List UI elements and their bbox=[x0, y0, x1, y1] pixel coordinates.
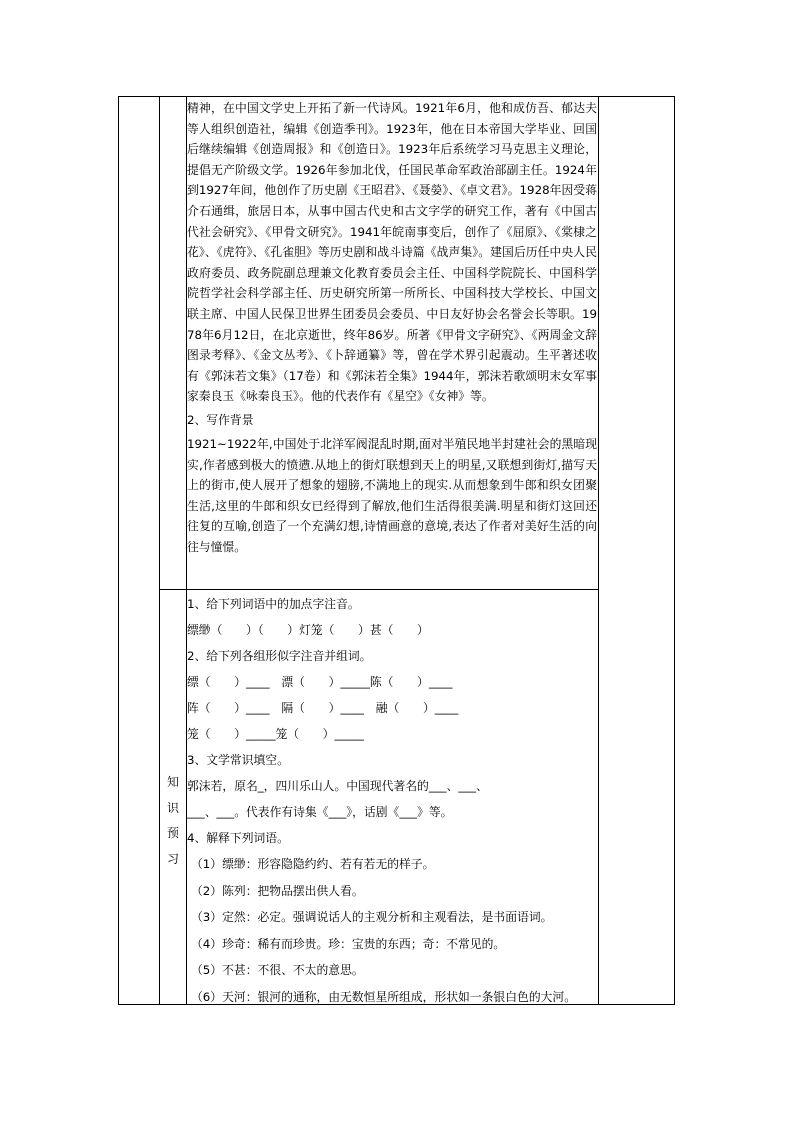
label-char: 识 bbox=[167, 800, 179, 815]
exercise-line: 缥（ ）____ 漂（ ）_____陈（ ）____ bbox=[187, 675, 453, 689]
label-char: 习 bbox=[167, 851, 179, 866]
column-divider-3 bbox=[598, 96, 599, 1005]
preview-exercises-cell bbox=[187, 591, 597, 1010]
label-char: 预 bbox=[167, 826, 179, 840]
writing-background-heading: 2、写作背景 bbox=[187, 412, 254, 427]
knowledge-preview-label bbox=[160, 770, 186, 872]
definition-line: （3）定然：必定。强调说话人的主观分析和主观看法，是书面语词。 bbox=[191, 910, 553, 924]
definition-line: （5）不甚：不很、不太的意思。 bbox=[191, 963, 364, 977]
exercise-line: 郭沫若，原名_，四川乐山人。中国现代著名的___、___、 bbox=[187, 779, 488, 793]
exercise-line: 阵（ ）____ 隔（ ）____ 融（ ）____ bbox=[187, 701, 459, 715]
exercise-line: 缥缈（ ）（ ）灯笼（ ）甚（ ） bbox=[187, 623, 429, 637]
definition-line: （6）天河：银河的通称，由无数恒星所组成，形状如一条银白色的大河。 bbox=[191, 989, 577, 1004]
exercise-line: 笼（ ）_____笼（ ）_____ bbox=[187, 727, 364, 741]
definition-line: （4）珍奇：稀有而珍贵。珍：宝贵的东西；奇：不常见的。 bbox=[191, 936, 506, 951]
exercise-line: 4、解释下列词语。 bbox=[187, 831, 289, 845]
exercise-line: 3、文学常识填空。 bbox=[187, 753, 289, 767]
exercise-line: 2、给下列各组形似字注音并组词。 bbox=[187, 649, 372, 663]
exercise-line: ___、___。代表作有诗集《___》，话剧《___》等。 bbox=[187, 805, 453, 819]
definition-line: （2）陈列：把物品摆出供人看。 bbox=[191, 883, 364, 898]
definition-line: （1）缥缈：形容隐隐约约、若有若无的样子。 bbox=[191, 857, 435, 871]
author-background-cell bbox=[187, 98, 597, 557]
author-biography: 精神，在中国文学史上开拓了新一代诗风。1921年6月，他和成仿吾、郁达夫等人组织创造社，编辑《创造季刊》。1923年，他在日本帝国大学毕业、回国后继续编辑《创造周报》和《创造日》。1923年后系统学习马克思主义理论，提倡无产阶级文学。1926年参加北伐，任国民革命军政治部副主任。1924年到1927年间，他创作了历史剧《王昭君》、《聂嫈》、《卓文君》。1928年因受蒋介石通缉，旅居日本，从事中国古代史和古文字学的研究工作，著有《中国古代社会研究》、《甲骨文研究》。1941年皖南事变后，创作了《屈原》、《棠棣之花》、《虎符》、《孔雀胆》等历史剧和战斗诗篇《战声集》。建国后历任中央人民政府委员、政务院副总理兼文化教育委员会主任、中国科学院院长、中国科学院哲学社会科学部主任、历史研究所第一所所长、中国科技大学校长、中国文联主席、中国人民保卫世界生团委员会委员、中日友好协会名誉会长等职。1978年6月12日，在北京逝世，终年86岁。所著《甲骨文字研究》、《两周金文辞图录考释》、《金文丛考》、《卜辞通纂》等，曾在学术界引起震动。生平著述收有《郭沫若文集》（17卷）和《郭沫若全集》1944年，郭沫若歌颂明末女军事家秦良玉《咏秦良玉》。他的代表作有《星空》《女神》等。 bbox=[187, 101, 597, 404]
label-char: 知 bbox=[167, 775, 179, 789]
row-divider bbox=[159, 589, 598, 590]
writing-background-text: 1921~1922年,中国处于北洋军阀混乱时期,面对半殖民地半封建社会的黑暗现实,作者感到极大的愤懑.从地上的街灯联想到天上的明星,又联想到街灯,描写天上的街市,使人展开了想象的翅膀,不满地上的现实.从而想象到牛郎和织女团聚生活,这里的牛郎和织女已经得到了解放,他们生活得很美满.明星和街灯这回还往复的互喻,创造了一个充满幻想,诗情画意的意境,表达了作者对美好生活的向往与憧憬。 bbox=[187, 436, 597, 554]
exercise-line: 1、给下列词语中的加点字注音。 bbox=[187, 597, 360, 611]
